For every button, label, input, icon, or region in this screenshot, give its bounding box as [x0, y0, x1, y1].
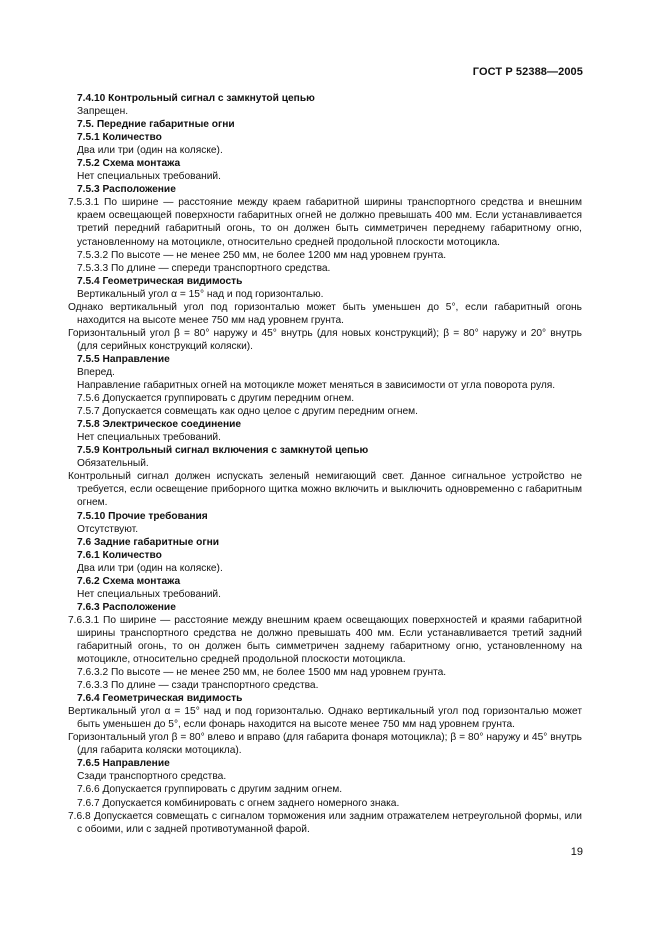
section-heading: 7.6.1 Количество [77, 549, 162, 561]
page-number: 19 [570, 846, 583, 858]
section-heading: 7.5.2 Схема монтажа [77, 158, 181, 170]
paragraph: Нет специальных требований. [77, 432, 221, 444]
paragraph: 7.5.7 Допускается совмещать как одно целое с другим передним огнем. [77, 406, 418, 418]
section-heading: 7.5.4 Геометрическая видимость [77, 275, 243, 287]
paragraph: Вертикальный угол α = 15° над и под горизонталью. Однако вертикальный угол под горизонталью может быть уменьшен до 5°, если фонарь находится на высоте менее 750 мм над уровнем грунта. [68, 706, 582, 731]
paragraph: 7.5.3.2 По высоте — не менее 250 мм, не более 1200 мм над уровнем грунта. [77, 249, 447, 261]
section-heading: 7.6.2 Схема монтажа [77, 575, 181, 587]
section-heading: 7.5. Передние габаритные огни [77, 119, 235, 131]
paragraph: 7.6.3.1 По ширине — расстояние между внешним краем освещающих поверхностей и краями габаритной ширины транспортного средства не должно превышать 400 мм. Если устанавливается третий задний габаритный огонь, то он должен быть симметричен заднему габаритному огню, установленному на мотоцикле, относительно средней продольной плоскости мотоцикла. [68, 614, 582, 666]
paragraph: Два или три (один на коляске). [77, 145, 223, 157]
section-heading: 7.6 Задние габаритные огни [77, 536, 219, 548]
section-heading: 7.5.5 Направление [77, 353, 170, 365]
paragraph: Сзади транспортного средства. [77, 771, 227, 783]
paragraph: 7.6.3.3 По длине — сзади транспортного средства. [77, 680, 319, 692]
paragraph: Горизонтальный угол β = 80° влево и вправо (для габарита фонаря мотоцикла); β = 80° наружу и 45° внутрь (для габарита коляски мотоцикла). [68, 732, 582, 757]
section-heading: 7.6.3 Расположение [77, 601, 176, 613]
paragraph: 7.5.3.3 По длине — спереди транспортного средства. [77, 262, 331, 274]
paragraph: 7.6.6 Допускается группировать с другим задним огнем. [77, 784, 343, 796]
paragraph: Нет специальных требований. [77, 588, 221, 600]
document-body [68, 92, 582, 836]
paragraph: 7.6.8 Допускается совмещать с сигналом торможения или задним отражателем нетреугольной формы, или с обоими, или с задней противотуманной фарой. [68, 810, 582, 835]
section-heading: 7.4.10 Контрольный сигнал с замкнутой цепью [77, 93, 315, 104]
paragraph: 7.5.3.1 По ширине — расстояние между краем габаритной ширины транспортного средства и внешним краем освещающей поверхности габаритных огней не должно превышать 400 мм. Если устанавливается третий передний габаритный огонь, то он должен быть симметричен переднему габаритному огню, установленному на мотоцикле, относительно средней продольной плоскости мотоцикла. [68, 197, 582, 248]
paragraph: Вперед. [77, 366, 115, 378]
paragraph: 7.6.7 Допускается комбинировать с огнем заднего номерного знака. [77, 797, 400, 809]
paragraph: Направление габаритных огней на мотоцикле может меняться в зависимости от угла поворота руля. [77, 380, 556, 392]
section-heading: 7.5.1 Количество [77, 132, 162, 144]
section-heading: 7.5.3 Расположение [77, 184, 176, 196]
section-heading: 7.5.10 Прочие требования [77, 510, 208, 522]
paragraph: Вертикальный угол α = 15° над и под горизонталью. [77, 288, 324, 300]
paragraph: Два или три (один на коляске). [77, 562, 223, 574]
section-heading: 7.6.4 Геометрическая видимость [77, 693, 243, 705]
section-heading: 7.6.5 Направление [77, 758, 170, 770]
paragraph: Однако вертикальный угол под горизонталью может быть уменьшен до 5°, если габаритный огонь находится на высоте менее 750 мм над уровнем грунта. [68, 301, 582, 326]
paragraph: Горизонтальный угол β = 80° наружу и 45° внутрь (для новых конструкций); β = 80° наружу и 20° внутрь (для серийных конструкций коляски). [68, 327, 582, 352]
document-header: ГОСТ Р 52388—2005 [472, 66, 583, 78]
paragraph: Нет специальных требований. [77, 171, 221, 183]
paragraph: Запрещен. [77, 106, 129, 118]
section-heading: 7.5.9 Контрольный сигнал включения с замкнутой цепью [77, 445, 369, 457]
paragraph: Отсутствуют. [77, 523, 139, 535]
paragraph: 7.5.6 Допускается группировать с другим передним огнем. [77, 393, 355, 405]
paragraph: 7.6.3.2 По высоте — не менее 250 мм, не более 1500 мм над уровнем грунта. [77, 667, 447, 679]
paragraph: Обязательный. [77, 458, 149, 470]
paragraph: Контрольный сигнал должен испускать зеленый немигающий свет. Данное сигнальное устройство не требуется, если освещение приборного щитка можно включить и выключить одновременно с габаритным огнем. [68, 471, 582, 509]
section-heading: 7.5.8 Электрическое соединение [77, 419, 242, 431]
